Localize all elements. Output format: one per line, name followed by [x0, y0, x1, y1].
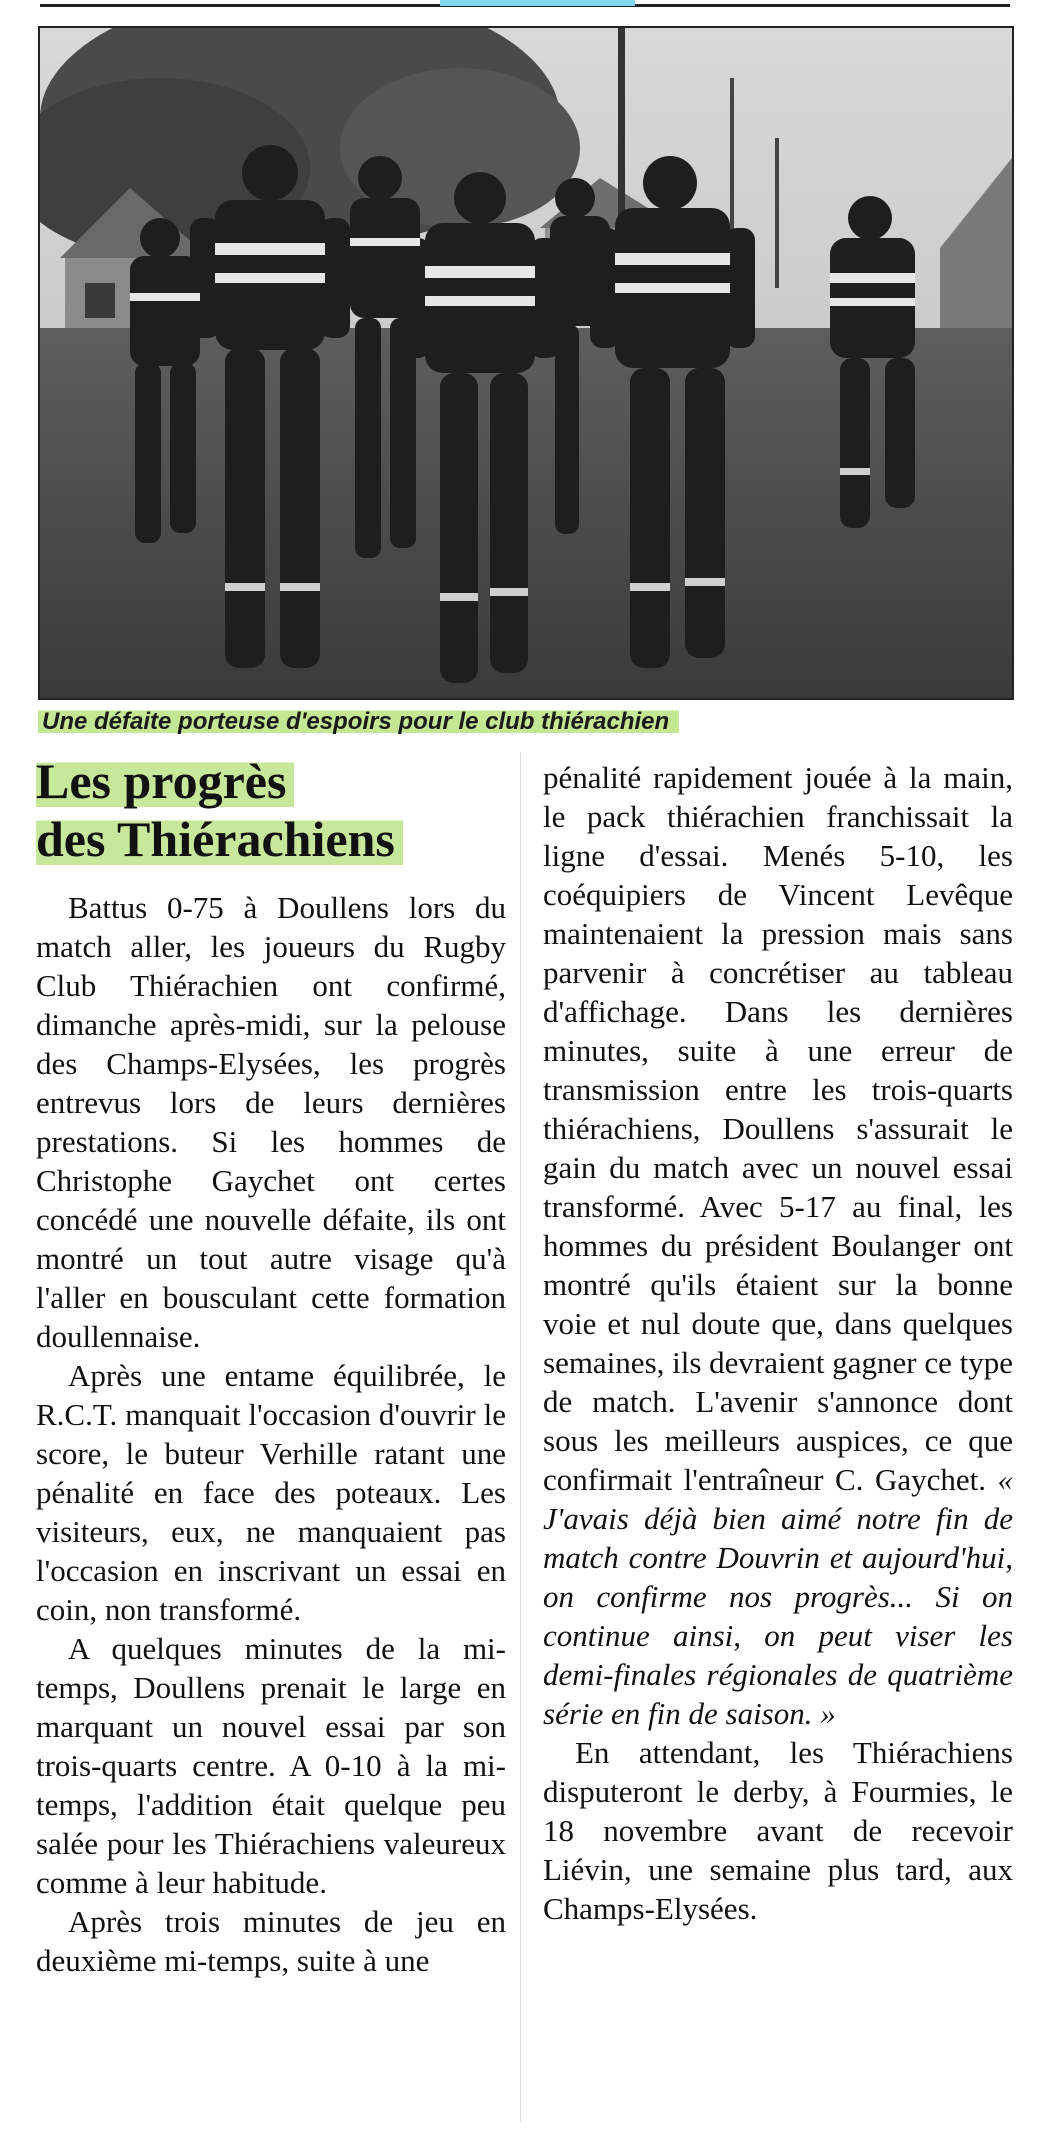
column-divider	[520, 752, 521, 2122]
article-headline	[36, 752, 536, 868]
photo-caption	[38, 702, 1010, 742]
paragraph: En attendant, les Thiérachiens disputeront le derby, à Fourmies, le 18 novembre avant de recevoir Liévin, une semaine plus tard, aux Champs-Elysées.	[543, 1735, 1013, 1926]
coach-quote: « J'avais déjà bien aimé notre fin de match contre Douvrin et aujourd'hui, on confirme nos progrès... Si on continue ainsi, on peut viser les demi-finales régionales de quatrième série en fin de saison. »	[543, 1462, 1014, 1731]
paragraph: A quelques minutes de la mi-temps, Doullens prenait le large en marquant un nouvel essai par son trois-quarts centre. A 0-10 à la mi-temps, l'addition était quelque peu salée pour les Thiérachiens valeureux comme à leur habitude.	[36, 1631, 506, 1900]
headline-line-1: Les progrès	[36, 752, 294, 810]
paragraph: Battus 0-75 à Doullens lors du match aller, les joueurs du Rugby Club Thiérachien ont confirmé, dimanche après-midi, sur la pelouse des Champs-Elysées, les progrès entrevus lors de leurs dernières prestations. Si les hommes de Christophe Gaychet ont certes concédé une nouvelle défaite, ils ont montré un tout autre visage qu'à l'aller en bousculant cette formation doullennaise.	[36, 890, 506, 1354]
photo-caption-text: Une défaite porteuse d'espoirs pour le club thiérachien	[38, 708, 679, 735]
article-column-right	[543, 758, 1013, 2128]
paragraph: Après trois minutes de jeu en deuxième mi-temps, suite à une	[36, 1904, 506, 1978]
paragraph-text: pénalité rapidement jouée à la main, le pack thiérachien franchissait la ligne d'essai. Menés 5-10, les coéquipiers de Vincent Levêque maintenaient la pression mais sans parvenir à concrétiser au tableau d'affichage. Dans les dernières minutes, suite à une erreur de transmission entre les trois-quarts thiérachiens, Doullens s'assurait le gain du match avec un nouvel essai transformé. Avec 5-17 au final, les hommes du président Boulanger ont montré qu'ils étaient sur la bonne voie et nul doute que, dans quelques semaines, ils devraient gagner ce type de match. L'avenir s'annonce dont sous les meilleurs auspices, ce que confirmait l'entraîneur C. Gaychet.	[543, 760, 1013, 1497]
headline-line-2: des Thiérachiens	[36, 810, 403, 868]
paragraph	[543, 758, 1013, 1733]
rugby-team-photo	[38, 26, 1014, 700]
article-column-left	[36, 888, 506, 2128]
top-accent-bar	[440, 0, 635, 6]
paragraph: Après une entame équilibrée, le R.C.T. manquait l'occasion d'ouvrir le score, le buteur Verhille ratant une pénalité en face des poteaux. Les visiteurs, eux, ne manquaient pas l'occasion en inscrivant un essai en coin, non transformé.	[36, 1358, 506, 1627]
